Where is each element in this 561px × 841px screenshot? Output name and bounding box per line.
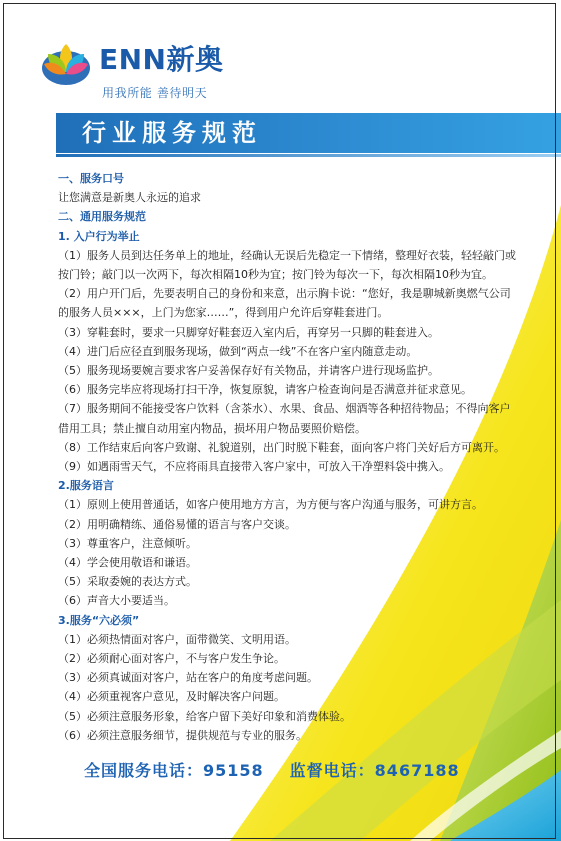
paragraph: （2）用明确精练、通俗易懂的语言与客户交谈。: [58, 517, 296, 531]
paragraph: 让您满意是新奥人永远的追求: [58, 191, 201, 205]
paragraph: （4）必须重视客户意见，及时解决客户问题。: [58, 690, 285, 704]
paragraph: （5）采取委婉的表达方式。: [58, 575, 197, 589]
paragraph: （5）必须注意服务形象，给客户留下美好印象和消费体验。: [58, 709, 351, 723]
paragraph: （4）进门后应径直到服务现场，做到“两点一线”不在客户室内随意走动。: [58, 344, 418, 358]
paragraph: （1）原则上使用普通话，如客户使用地方方言，为方便与客户沟通与服务，可讲方言。: [58, 498, 483, 512]
service-standards-content: [58, 169, 520, 745]
section-heading: 1. 入户行为举止: [58, 229, 140, 243]
paragraph: （2）必须耐心面对客户，不与客户发生争论。: [58, 652, 285, 666]
paragraph: （3）尊重客户，注意倾听。: [58, 536, 197, 550]
paragraph: （1）必须热情面对客户，面带微笑、文明用语。: [58, 632, 296, 646]
paragraph: （8）工作结束后向客户致谢、礼貌道别，出门时脱下鞋套，面向客户将门关好后方可离开。: [58, 440, 505, 454]
paragraph: （6）必须注意服务细节，提供规范与专业的服务。: [58, 728, 307, 742]
paragraph: （4）学会使用敬语和谦语。: [58, 556, 197, 570]
paragraph: （9）如遇雨雪天气，不应将雨具直接带入客户家中，可放入干净塑料袋中携入。: [58, 460, 450, 474]
paragraph: （3）必须真诚面对客户，站在客户的角度考虑问题。: [58, 671, 318, 685]
brand-name: ENN新奥: [99, 43, 224, 76]
page-title: 行业服务规范: [82, 119, 262, 147]
contact-footer: [84, 758, 460, 781]
paragraph: （5）服务现场要婉言要求客户妥善保存好有关物品，并请客户进行现场监护。: [58, 364, 439, 378]
service-phone: 全国服务电话：95158: [84, 761, 264, 780]
section-heading: 2.服务语言: [58, 479, 114, 493]
paragraph: （7）服务期间不能接受客户饮料（含茶水）、水果、食品、烟酒等各种招待物品；不得向客户借用工具；禁止擅自动用室内物品，损坏用户物品要照价赔偿。: [58, 402, 511, 435]
paragraph: （3）穿鞋套时，要求一只脚穿好鞋套迈入室内后，再穿另一只脚的鞋套进入。: [58, 325, 439, 339]
title-banner: [56, 113, 561, 153]
section-heading: 3.服务“六必须”: [58, 613, 140, 627]
section-heading: 二、通用服务规范: [58, 210, 146, 224]
paragraph: （1）服务人员到达任务单上的地址，经确认无误后先稳定一下情绪，整理好衣装，轻轻敲门或按门铃；敲门以一次两下，每次相隔10秒为宜；按门铃为每次一下，每次相隔10秒为宜。: [58, 248, 516, 282]
enn-flower-logo-icon: [40, 40, 92, 86]
section-heading: 一、服务口号: [58, 172, 124, 185]
supervise-phone: 监督电话：8467188: [289, 761, 460, 780]
paragraph: （2）用户开门后，先要表明自己的身份和来意，出示胸卡说：“您好，我是聊城新奥燃气公司的服务人员×××，上门为您家……”，得到用户允许后穿鞋套进门。: [58, 287, 511, 320]
brand-slogan: 用我所能 善待明天: [102, 86, 208, 100]
paragraph: （6）服务完毕应将现场打扫干净，恢复原貌，请客户检查询问是否满意并征求意见。: [58, 383, 472, 397]
paragraph: （6）声音大小要适当。: [58, 594, 175, 608]
